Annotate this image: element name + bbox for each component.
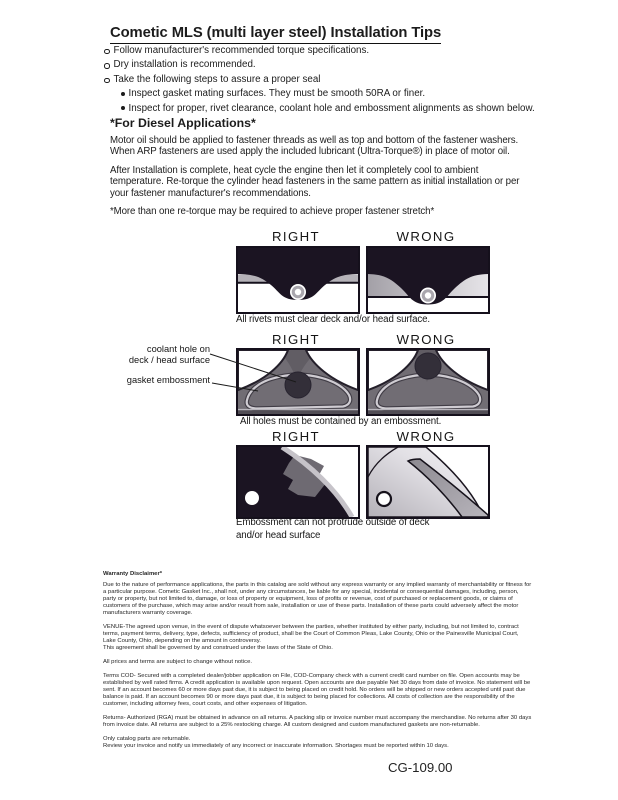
warranty-heading: Warranty Disclaimer* (103, 571, 163, 577)
tip-sub-item (121, 87, 535, 101)
warranty-disclaimer-block (103, 571, 532, 757)
gasket-embossment-label: gasket embossment (126, 375, 210, 385)
rivet-clearance-wrong-diagram (368, 248, 488, 312)
protrusion-right-diagram (238, 447, 358, 517)
row1-caption: All rivets must clear deck and/or head surface. (236, 314, 430, 325)
legal-paragraph: VENUE-The agreed upon venue, in the event of dispute whatsoever between the parties, whether instituted by either party, including, but not limited to, contract terms, payment terms, delivery, type, defects, sufficiency of product, shall be the Court of Common Pleas, Lake County, Ohio or the Painesville Municipal Court, Lake County, Ohio, depending on the amount in controversy. (103, 624, 519, 644)
embossment-wrong-diagram (368, 350, 488, 414)
circle-bullet-icon (104, 63, 110, 69)
coolant-hole (415, 353, 441, 379)
bolt-hole (245, 491, 259, 505)
row3-wrong-panel (366, 445, 490, 519)
row1-wrong-panel (366, 246, 490, 314)
leader-lines (108, 346, 308, 398)
row3-right-label: RIGHT (271, 429, 321, 444)
diesel-paragraph-1: Motor oil should be applied to fastener threads as well as top and bottom of the fastener washers. When ARP fasteners are used apply the included lubricant (Ultra-Torque®) in place of motor oil. (110, 135, 519, 158)
tip-text: Inspect for proper, rivet clearance, coolant hole and embossment alignments as shown below. (128, 102, 535, 114)
dot-bullet-icon (121, 92, 125, 96)
tip-text: Dry installation is recommended. (113, 59, 256, 71)
row1-wrong-label: WRONG (396, 229, 456, 244)
tip-item (104, 58, 535, 72)
bolt-hole (377, 492, 391, 506)
page-title: Cometic MLS (multi layer steel) Installation Tips (110, 25, 441, 44)
page-code: CG-109.00 (388, 760, 453, 775)
coolant-hole-label-line2: deck / head surface (128, 354, 210, 365)
dot-bullet-icon (121, 106, 125, 110)
coolant-hole-label-line1: coolant hole on (146, 344, 210, 354)
row3-caption-line1: Embossment can not protrude outside of deck (236, 517, 430, 528)
row1-right-label: RIGHT (271, 229, 321, 244)
legal-paragraph: Returns- Authorized (RGA) must be obtained in advance on all returns. A packing slip or invoice number must accompany the merchandise. No returns after 30 days from invoice date. All returns are subject to a 25% restocking charge. All custom designed and custom manufactured gaskets are non-returnable. (103, 715, 532, 728)
legal-paragraph: All prices and terms are subject to change without notice. (103, 659, 252, 665)
row3-caption-line2: and/or head surface (236, 529, 321, 541)
row1-right-panel (236, 246, 360, 314)
row2-wrong-panel (366, 348, 490, 416)
tip-text: Take the following steps to assure a proper seal (113, 73, 321, 85)
retorque-note: *More than one re-torque may be required to achieve proper fastener stretch* (110, 206, 435, 217)
row2-wrong-label: WRONG (396, 332, 456, 347)
circle-bullet-icon (104, 78, 110, 84)
diesel-paragraph-2: After Installation is complete, heat cycle the engine then let it completely cool to ambient temperature. Re-torque the cylinder head fasteners in the same pattern as initial installation or per your fastener manufacturer's recommendations. (110, 165, 520, 199)
rivet-clearance-right-diagram (238, 248, 358, 312)
row2-caption: All holes must be contained by an embossment. (240, 416, 442, 427)
protrusion-wrong-diagram (368, 447, 488, 517)
tip-sub-item (121, 102, 535, 116)
legal-paragraph: Terms COD- Secured with a completed dealer/jobber application on File, COD-Company check with a current credit card number on file. Open accounts may be established by well rated firms. A credit application is available upon request. Open accounts are due payable Net 30 days from date of invoice. No statement will be sent. If an account becomes 60 or more days past due, it is subject to being placed on credit hold. No orders will be shipped or new orders accepted until past due balance is paid. If an account becomes 90 or more days past due, it is subject to being placed for collections. All costs of collection are the responsibility of the customer, including attorney fees, court costs, and other expenses of litigation. (103, 673, 531, 707)
row3-right-panel (236, 445, 360, 519)
tip-text: Follow manufacturer's recommended torque specifications. (113, 45, 370, 56)
legal-paragraph: Only catalog parts are returnable. (103, 736, 191, 742)
diesel-heading: *For Diesel Applications* (110, 116, 256, 130)
tip-item (104, 44, 535, 58)
installation-tips-list (104, 44, 535, 116)
tip-text: Inspect gasket mating surfaces. They must be smooth 50RA or finer. (128, 88, 426, 100)
circle-bullet-icon (104, 49, 110, 55)
row2-right-label: RIGHT (271, 332, 321, 347)
row3-wrong-label: WRONG (396, 429, 456, 444)
tip-item (104, 73, 535, 87)
legal-paragraph: Due to the nature of performance applications, the parts in this catalog are sold without any express warranty or any implied warranty of merchantability or fitness for a particular purpose. Cometic Gasket Inc., shall not, under any circumstances, be liable for any special, incidental or consequential damages, including, person, party or property, but not limited to, damage, or loss of property or equipment, loss of profits or revenue, cost of purchased or replacement goods, or claims of customers of the purchase, which may arise and/or result from sale, installation or use of these parts. Installation of these parts could adversely affect the motor manufacturers warranty coverage. (103, 582, 532, 616)
legal-paragraph: This agreement shall be governed by and construed under the laws of the State of Ohio. (103, 645, 333, 651)
legal-paragraph: Review your invoice and notify us immediately of any incorrect or inaccurate information. Shortages must be reported within 10 days. (103, 743, 449, 749)
